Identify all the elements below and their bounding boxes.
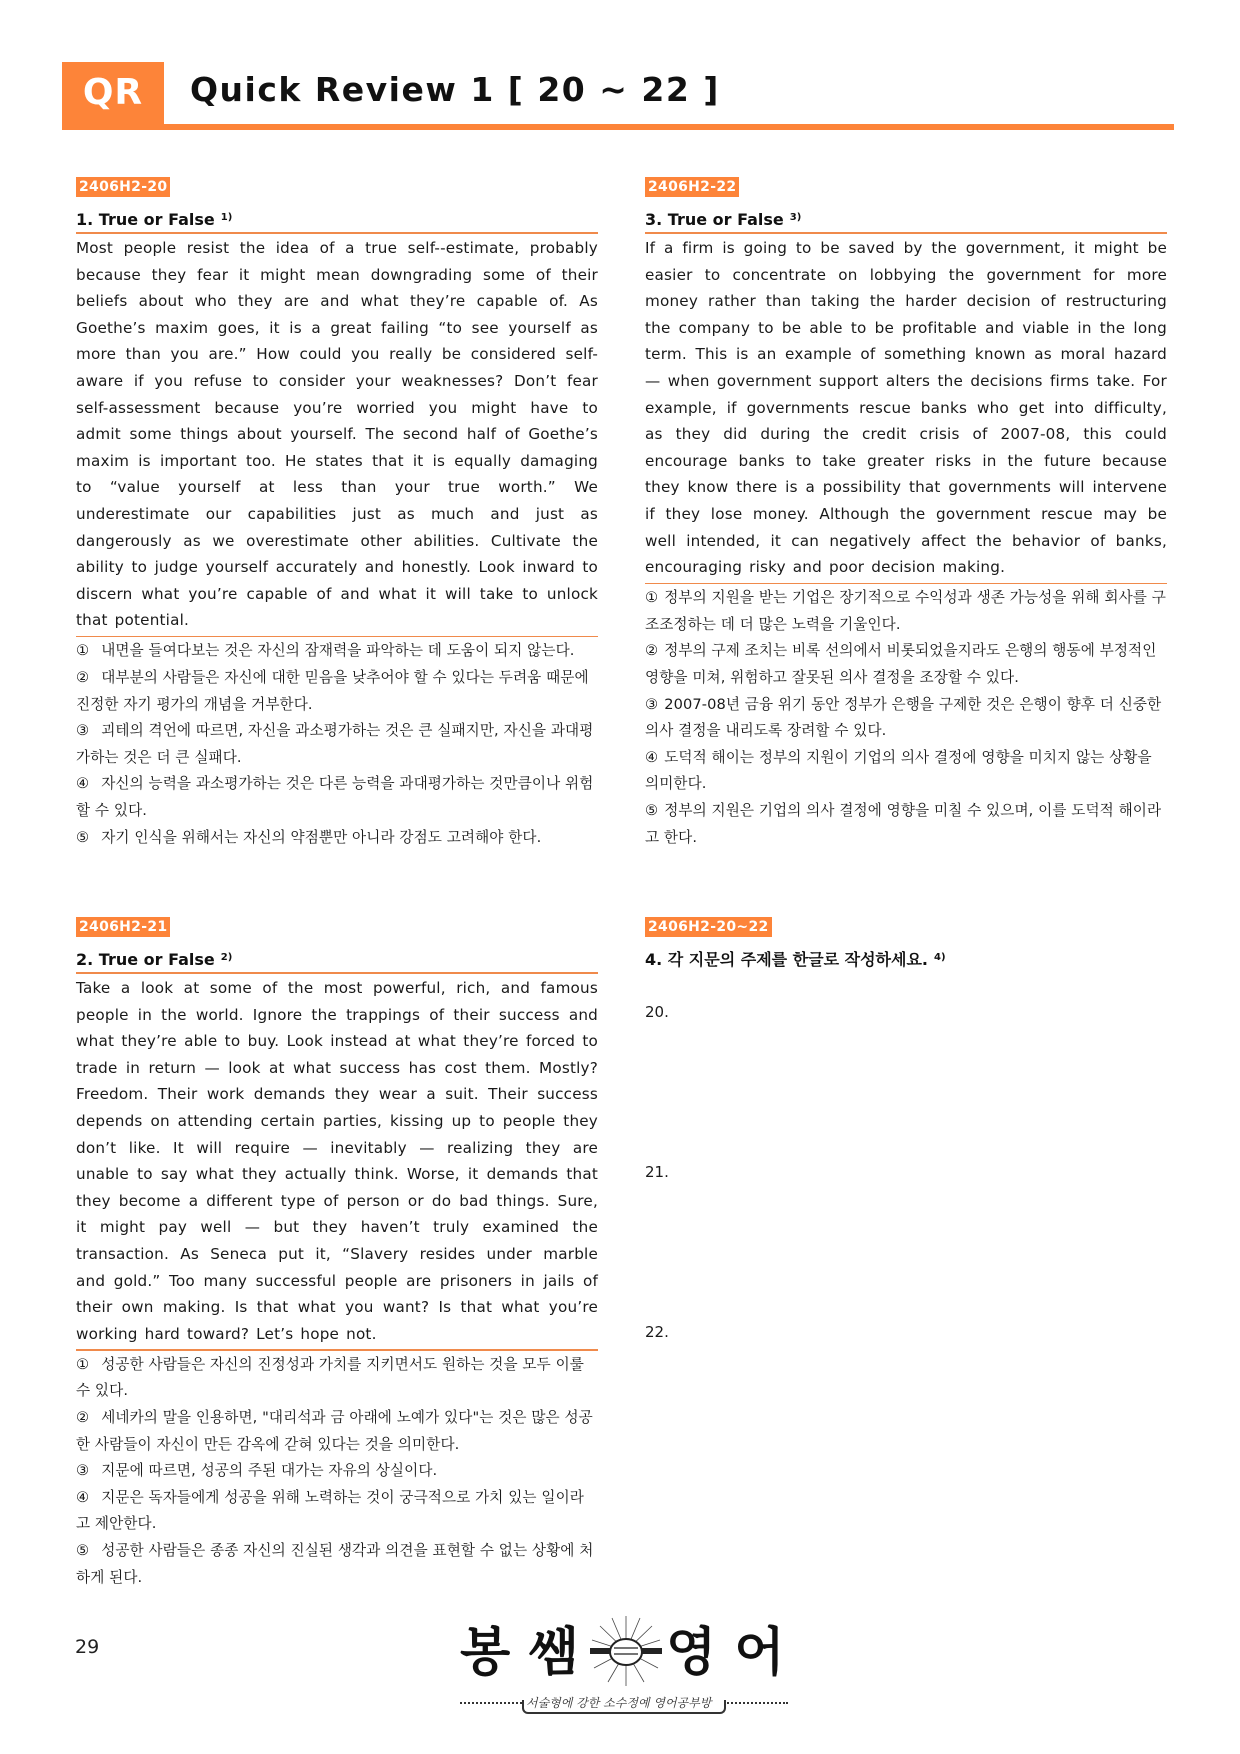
answer-label: 21.: [645, 1163, 669, 1181]
option-item: [76, 718, 598, 771]
answer-area: [645, 1003, 1167, 1483]
source-tag: 2406H2-20~22: [645, 917, 772, 937]
footnote-marker: 3): [789, 212, 802, 223]
answer-slot-21[interactable]: [645, 1163, 1167, 1323]
question-title: [645, 947, 1167, 969]
option-text: 정부의 구제 조치는 비록 선의에서 비롯되었을지라도 은행의 행동에 부정적인 영향을 미쳐, 위험하고 잘못된 의사 결정을 조장할 수 있다.: [645, 642, 1157, 686]
answer-slot-22[interactable]: [645, 1323, 1167, 1483]
section-q2: [76, 916, 598, 1591]
option-number: ⑤: [76, 1541, 90, 1559]
option-text: 세네카의 말을 인용하면, "대리석과 금 아래에 노예가 있다"는 것은 많은 성공한 사람들이 자신이 만든 감옥에 갇혀 있다는 것을 의미한다.: [76, 1409, 593, 1453]
option-number: ①: [645, 589, 659, 607]
option-text: 정부의 지원은 기업의 의사 결정에 영향을 미칠 수 있으며, 이를 도덕적 해이라고 한다.: [645, 801, 1162, 846]
decorative-dots: [724, 1702, 788, 1704]
logo-text-right: 영 어: [666, 1623, 785, 1683]
option-number: ②: [76, 1409, 90, 1426]
header-divider: [62, 124, 1174, 130]
option-number: ③: [76, 722, 90, 740]
question-title: [76, 207, 598, 229]
option-number: ④: [76, 775, 90, 793]
option-text: 내면을 들여다보는 것은 자신의 잠재력을 파악하는 데 도움이 되지 않는다.: [101, 642, 575, 660]
option-number: ⑤: [645, 801, 659, 819]
passage-text: Most people resist the idea of a true self--estimate, probably because they fear it might mean downgrading some of their beliefs about who they are and what they’re capable of. As Goethe’s maxim goes, it is a great failing “to see yourself as more than you are.” How could you really be considered self-aware if you refuse to consider your weaknesses? Don’t fear self-assessment because you’re worried you might have to admit some things about yourself. The second half of Goethe’s maxim is important too. He states that it is equally damaging to “value yourself at less than your true worth.” We underestimate our capabilities just as much and just as dangerously as we overestimate other abilities. Cultivate the ability to judge yourself accurately and honestly. Look inward to discern what you’re capable of and what it will take to unlock that potential.: [76, 239, 598, 630]
section-q1: [76, 176, 598, 851]
option-item: [645, 745, 1167, 798]
option-text: 지문에 따르면, 성공의 주된 대가는 자유의 상실이다.: [101, 1462, 438, 1480]
option-text: 지문은 독자들에게 성공을 위해 노력하는 것이 궁극적으로 가치 있는 일이라고 제안한다.: [76, 1488, 584, 1533]
answer-slot-20[interactable]: [645, 1003, 1167, 1163]
brand-logo: [460, 1610, 790, 1720]
option-text: 자신의 능력을 과소평가하는 것은 다른 능력을 과대평가하는 것만큼이나 위험할 수 있다.: [76, 775, 594, 819]
source-tag: 2406H2-22: [645, 177, 739, 197]
option-item: [76, 1538, 598, 1591]
option-item: [76, 1458, 598, 1485]
option-text: 정부의 지원을 받는 기업은 장기적으로 수익성과 생존 가능성을 위해 회사를 구조조정하는 데 더 많은 노력을 기울인다.: [645, 589, 1166, 633]
option-item: [645, 638, 1167, 691]
option-list: [76, 638, 598, 851]
option-number: ④: [645, 748, 659, 766]
option-number: ②: [645, 642, 659, 660]
option-text: 성공한 사람들은 종종 자신의 진실된 생각과 의견을 표현할 수 없는 상황에 처하게 된다.: [76, 1541, 594, 1586]
option-number: ④: [76, 1488, 90, 1506]
page-title: Quick Review 1 [ 20 ~ 22 ]: [190, 70, 720, 109]
decorative-dots: [460, 1702, 522, 1704]
page-number: 29: [75, 1636, 100, 1658]
title-divider: [76, 972, 598, 974]
option-number: ②: [76, 669, 90, 686]
passage-divider: [76, 1349, 598, 1351]
option-item: [76, 665, 598, 718]
option-text: 도덕적 해이는 정부의 지원이 기업의 의사 결정에 영향을 미치지 않는 상황을 의미한다.: [645, 748, 1152, 793]
passage-divider: [645, 583, 1167, 585]
question-label: 1. True or False: [76, 210, 215, 229]
option-text: 성공한 사람들은 자신의 진정성과 가치를 지키면서도 원하는 것을 모두 이룰 수 있다.: [76, 1355, 584, 1400]
option-item: [76, 825, 598, 852]
option-item: [645, 585, 1167, 638]
option-item: [76, 1485, 598, 1538]
passage-text: Take a look at some of the most powerful, rich, and famous people in the world. Ignore the trappings of their success and what they’re able to buy. Look instead at what they’re forced to trade in return — look at what success has cost them. Mostly? Freedom. Their work demands they wear a suit. Their success depends on attending certain parties, kissing up to people they don’t like. It will require — inevitably — realizing they are unable to say what they actually think. Worse, it demands that they become a different type of person or do bad things. Sure, it might pay well — but they haven’t truly examined the transaction. As Seneca put it, “Slavery resides under marble and gold.” Too many successful people are prisoners in jails of their own making. Is that what you want? Is that what you’re working hard toward? Let’s hope not.: [76, 979, 598, 1343]
option-item: [76, 638, 598, 665]
section-q3: [645, 176, 1167, 851]
logo-text-left: 봉 쌤: [460, 1623, 579, 1683]
option-text: 괴테의 격언에 따르면, 자신을 과소평가하는 것은 큰 실패지만, 자신을 과대평가하는 것은 더 큰 실패다.: [76, 722, 594, 766]
footnote-marker: 4): [933, 952, 946, 963]
question-label: 2. True or False: [76, 950, 215, 969]
option-number: ①: [76, 1355, 90, 1373]
page-header: [62, 62, 1174, 128]
question-label: 4. 각 지문의 주제를 한글로 작성하세요.: [645, 950, 928, 969]
option-number: ③: [76, 1462, 90, 1480]
passage-text: If a firm is going to be saved by the government, it might be easier to concentrate on lobbying the government for more money rather than taking the harder decision of restructuring the company to be able to be profitable and viable in the long term. This is an example of something known as moral hazard — when government support alters the decisions firms take. For example, if governments rescue banks who get into difficulty, as they did during the credit crisis of 2007-08, this could encourage banks to take greater risks in the future because they know there is a possibility that governments will intervene if they lose money. Although the government rescue may be well intended, it can negatively affect the behavior of banks, encouraging risky and poor decision making.: [645, 239, 1167, 577]
option-item: [645, 798, 1167, 851]
answer-label: 22.: [645, 1323, 669, 1341]
option-item: [645, 692, 1167, 745]
option-number: ③: [645, 695, 659, 713]
footnote-marker: 1): [220, 212, 233, 223]
question-label: 3. True or False: [645, 210, 784, 229]
title-divider: [76, 232, 598, 234]
title-divider: [645, 232, 1167, 234]
option-list: [76, 1352, 598, 1591]
section-q4: [645, 916, 1167, 1483]
logo-subtitle: 서술형에 강한 소수정예 영어공부방: [526, 1696, 712, 1710]
option-text: 자기 인식을 위해서는 자신의 약점뿐만 아니라 강점도 고려해야 한다.: [101, 828, 542, 846]
option-list: [645, 585, 1167, 851]
answer-label: 20.: [645, 1003, 669, 1021]
passage-divider: [76, 636, 598, 638]
qr-badge: QR: [62, 62, 164, 124]
option-item: [76, 1405, 598, 1458]
fist-pen-icon: [588, 1616, 664, 1686]
option-number: ⑤: [76, 828, 90, 846]
source-tag: 2406H2-21: [76, 917, 170, 937]
question-title: [645, 207, 1167, 229]
option-text: 2007-08년 금융 위기 동안 정부가 은행을 구제한 것은 은행이 향후 더 신중한 의사 결정을 내리도록 장려할 수 있다.: [645, 695, 1162, 740]
option-item: [76, 771, 598, 824]
option-text: 대부분의 사람들은 자신에 대한 믿음을 낮추어야 할 수 있다는 두려움 때문에 진정한 자기 평가의 개념을 거부한다.: [76, 669, 589, 713]
option-item: [76, 1352, 598, 1405]
option-number: ①: [76, 642, 90, 660]
source-tag: 2406H2-20: [76, 177, 170, 197]
footnote-marker: 2): [220, 952, 233, 963]
question-title: [76, 947, 598, 969]
